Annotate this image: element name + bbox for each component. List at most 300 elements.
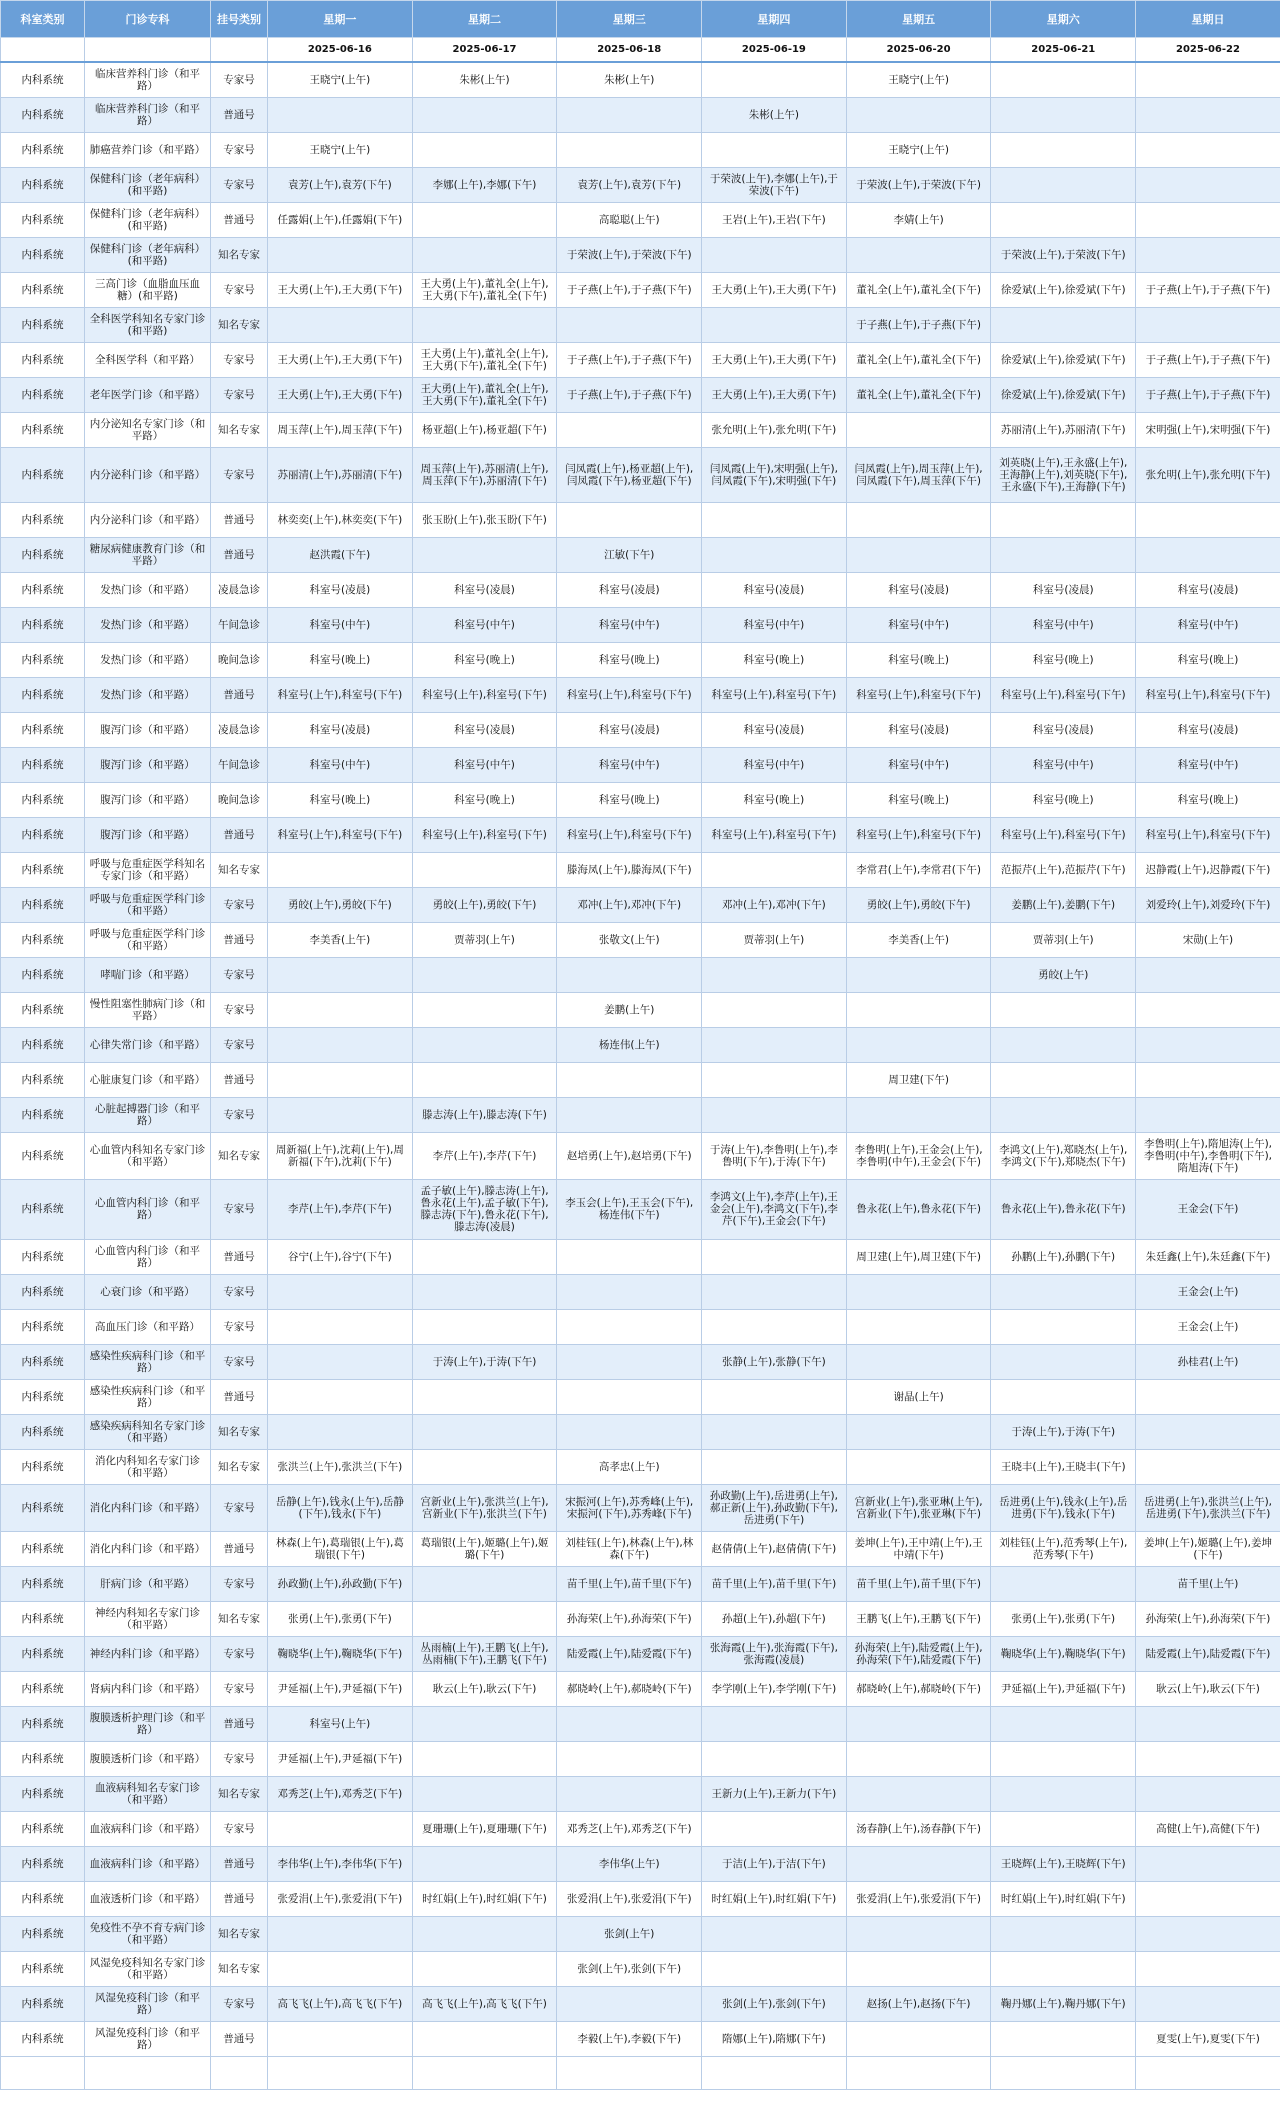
cell-sunday: 于子燕(上午),于子燕(下午) [1136,342,1280,377]
cell-wednesday [557,1239,702,1274]
cell-clinic: 临床营养科门诊（和平路） [85,97,211,132]
header-category: 科室类别 [1,1,85,38]
table-row [1,992,1280,1027]
cell-sunday: 科室号(中午) [1136,747,1280,782]
date-sunday: 2025-06-22 [1136,38,1280,63]
cell-wednesday: 郝晓岭(上午),郝晓岭(下午) [557,1671,702,1706]
cell-thursday: 孙政勤(上午),岳进勇(上午),郝正新(上午),孙政勤(下午),岳进勇(下午) [702,1484,847,1531]
cell-monday: 尹延福(上午),尹延福(下午) [268,1741,413,1776]
cell-monday: 谷宁(上午),谷宁(下午) [268,1239,413,1274]
cell-clinic: 呼吸与危重症医学科门诊（和平路） [85,887,211,922]
cell-category: 内科系统 [1,1097,85,1132]
cell-tuesday: 葛瑞银(上午),姬璐(上午),姬璐(下午) [412,1531,557,1566]
cell-clinic: 糖尿病健康教育门诊（和平路） [85,537,211,572]
cell-clinic: 保健科门诊（老年病科）(和平路) [85,167,211,202]
cell-thursday: 科室号(凌晨) [702,712,847,747]
cell-thursday [702,1706,847,1741]
cell-registration-type: 专家号 [211,167,268,202]
cell-category: 内科系统 [1,1776,85,1811]
header-thursday: 星期四 [702,1,847,38]
cell-category: 内科系统 [1,607,85,642]
cell-friday [846,1741,991,1776]
cell-monday: 邓秀芝(上午),邓秀芝(下午) [268,1776,413,1811]
cell-tuesday: 科室号(上午),科室号(下午) [412,677,557,712]
cell-sunday: 科室号(晚上) [1136,642,1280,677]
table-row [1,1344,1280,1379]
cell-registration-type: 专家号 [211,1566,268,1601]
cell-tuesday [412,1601,557,1636]
cell-tuesday: 丛雨楠(上午),王鹏飞(上午),丛雨楠(下午),王鹏飞(下午) [412,1636,557,1671]
empty-cell [412,2056,557,2089]
table-row [1,132,1280,167]
empty-cell [702,2056,847,2089]
cell-clinic: 心血管内科门诊（和平路） [85,1239,211,1274]
cell-wednesday: 高孝忠(上午) [557,1449,702,1484]
cell-registration-type: 专家号 [211,342,268,377]
cell-wednesday [557,1706,702,1741]
cell-category: 内科系统 [1,642,85,677]
table-row [1,1239,1280,1274]
cell-saturday [991,1811,1136,1846]
cell-thursday [702,1239,847,1274]
cell-tuesday: 耿云(上午),耿云(下午) [412,1671,557,1706]
header-registration-type: 挂号类别 [211,1,268,38]
cell-sunday [1136,1379,1280,1414]
cell-category: 内科系统 [1,992,85,1027]
cell-saturday: 王晓丰(上午),王晓丰(下午) [991,1449,1136,1484]
cell-category: 内科系统 [1,1274,85,1309]
table-row [1,782,1280,817]
cell-friday: 王鹏飞(上午),王鹏飞(下午) [846,1601,991,1636]
table-row [1,1531,1280,1566]
cell-thursday: 王大勇(上午),王大勇(下午) [702,377,847,412]
cell-registration-type: 普通号 [211,1239,268,1274]
cell-registration-type: 晚间急诊 [211,642,268,677]
cell-category: 内科系统 [1,237,85,272]
cell-category: 内科系统 [1,2021,85,2056]
cell-sunday: 陆爱霞(上午),陆爱霞(下午) [1136,1636,1280,1671]
cell-registration-type: 普通号 [211,2021,268,2056]
cell-tuesday: 高飞飞(上午),高飞飞(下午) [412,1986,557,2021]
cell-thursday [702,1027,847,1062]
cell-thursday [702,992,847,1027]
cell-thursday [702,1449,847,1484]
cell-registration-type: 知名专家 [211,1414,268,1449]
cell-friday [846,537,991,572]
cell-friday: 勇皎(上午),勇皎(下午) [846,887,991,922]
cell-monday: 李美香(上午) [268,922,413,957]
cell-tuesday [412,1846,557,1881]
cell-tuesday: 滕志涛(上午),滕志涛(下午) [412,1097,557,1132]
cell-wednesday [557,502,702,537]
cell-saturday [991,132,1136,167]
cell-clinic: 感染性疾病科门诊（和平路） [85,1344,211,1379]
cell-category: 内科系统 [1,1986,85,2021]
table-row [1,1379,1280,1414]
empty-cell [846,2056,991,2089]
cell-clinic: 发热门诊（和平路） [85,677,211,712]
cell-category: 内科系统 [1,887,85,922]
cell-saturday [991,1566,1136,1601]
cell-wednesday: 宋振河(上午),苏秀峰(上午),宋振河(下午),苏秀峰(下午) [557,1484,702,1531]
cell-thursday: 科室号(晚上) [702,642,847,677]
cell-tuesday [412,1706,557,1741]
cell-thursday [702,62,847,97]
table-row [1,1097,1280,1132]
cell-clinic: 血液病科门诊（和平路） [85,1846,211,1881]
table-row [1,1846,1280,1881]
cell-clinic: 血液病科门诊（和平路） [85,1811,211,1846]
cell-saturday: 鞠丹娜(上午),鞠丹娜(下午) [991,1986,1136,2021]
cell-wednesday: 江敏(下午) [557,537,702,572]
cell-thursday: 科室号(凌晨) [702,572,847,607]
cell-clinic: 发热门诊（和平路） [85,607,211,642]
cell-monday [268,957,413,992]
table-row [1,642,1280,677]
cell-registration-type: 知名专家 [211,1601,268,1636]
cell-thursday: 贾蒂羽(上午) [702,922,847,957]
cell-clinic: 腹泻门诊（和平路） [85,782,211,817]
cell-thursday [702,237,847,272]
cell-registration-type: 专家号 [211,1986,268,2021]
cell-sunday [1136,502,1280,537]
cell-clinic: 心血管内科门诊（和平路） [85,1179,211,1239]
cell-thursday: 张剑(上午),张剑(下午) [702,1986,847,2021]
cell-monday [268,237,413,272]
cell-wednesday: 孙海荣(上午),孙海荣(下午) [557,1601,702,1636]
table-row [1,677,1280,712]
cell-thursday: 苗千里(上午),苗千里(下午) [702,1566,847,1601]
cell-monday: 王大勇(上午),王大勇(下午) [268,342,413,377]
cell-monday [268,1274,413,1309]
cell-category: 内科系统 [1,447,85,502]
cell-wednesday: 科室号(凌晨) [557,712,702,747]
cell-saturday: 王晓辉(上午),王晓辉(下午) [991,1846,1136,1881]
header-saturday: 星期六 [991,1,1136,38]
cell-thursday: 张静(上午),张静(下午) [702,1344,847,1379]
cell-sunday: 于子燕(上午),于子燕(下午) [1136,272,1280,307]
cell-clinic: 腹泻门诊（和平路） [85,747,211,782]
cell-registration-type: 普通号 [211,922,268,957]
cell-registration-type: 专家号 [211,377,268,412]
cell-clinic: 消化内科知名专家门诊（和平路） [85,1449,211,1484]
cell-monday [268,992,413,1027]
cell-registration-type: 专家号 [211,992,268,1027]
cell-thursday [702,1811,847,1846]
cell-saturday: 贾蒂羽(上午) [991,922,1136,957]
table-row [1,572,1280,607]
cell-monday: 科室号(中午) [268,747,413,782]
cell-clinic: 消化内科门诊（和平路） [85,1531,211,1566]
cell-registration-type: 普通号 [211,817,268,852]
cell-registration-type: 凌晨急诊 [211,572,268,607]
cell-tuesday [412,307,557,342]
cell-clinic: 慢性阻塞性肺病门诊（和平路） [85,992,211,1027]
cell-clinic: 肺癌营养门诊（和平路） [85,132,211,167]
cell-category: 内科系统 [1,1741,85,1776]
cell-thursday [702,852,847,887]
cell-thursday: 李鸿文(上午),李芹(上午),王金会(上午),李鸿文(下午),李芹(下午),王金会(下午) [702,1179,847,1239]
table-row [1,1636,1280,1671]
cell-saturday [991,992,1136,1027]
cell-monday: 李芹(上午),李芹(下午) [268,1179,413,1239]
cell-monday: 尹延福(上午),尹延福(下午) [268,1671,413,1706]
cell-thursday: 赵倩倩(上午),赵倩倩(下午) [702,1531,847,1566]
cell-registration-type: 专家号 [211,62,268,97]
cell-thursday [702,1951,847,1986]
cell-wednesday: 于子燕(上午),于子燕(下午) [557,377,702,412]
cell-saturday: 科室号(中午) [991,747,1136,782]
cell-monday [268,1951,413,1986]
cell-clinic: 腹膜透析门诊（和平路） [85,1741,211,1776]
table-row [1,1671,1280,1706]
cell-saturday [991,1776,1136,1811]
cell-wednesday [557,1379,702,1414]
cell-registration-type: 专家号 [211,1811,268,1846]
cell-thursday [702,957,847,992]
cell-category: 内科系统 [1,1846,85,1881]
cell-registration-type: 晚间急诊 [211,782,268,817]
cell-friday [846,1916,991,1951]
cell-sunday: 孙海荣(上午),孙海荣(下午) [1136,1601,1280,1636]
cell-sunday: 孙桂君(上午) [1136,1344,1280,1379]
cell-saturday: 姜鹏(上午),姜鹏(下午) [991,887,1136,922]
cell-sunday [1136,1776,1280,1811]
cell-thursday: 科室号(上午),科室号(下午) [702,677,847,712]
cell-saturday: 科室号(凌晨) [991,712,1136,747]
cell-friday [846,1097,991,1132]
cell-clinic: 保健科门诊（老年病科）(和平路) [85,237,211,272]
cell-tuesday [412,1379,557,1414]
cell-sunday: 李鲁明(上午),隋旭涛(上午),李鲁明(中午),李鲁明(下午),隋旭涛(下午) [1136,1132,1280,1179]
table-row [1,1132,1280,1179]
date-blank [85,38,211,63]
cell-saturday [991,307,1136,342]
cell-monday: 岳静(上午),钱永(上午),岳静(下午),钱永(下午) [268,1484,413,1531]
cell-monday: 林奕奕(上午),林奕奕(下午) [268,502,413,537]
cell-wednesday: 张爱涓(上午),张爱涓(下午) [557,1881,702,1916]
cell-sunday: 岳进勇(上午),张洪兰(上午),岳进勇(下午),张洪兰(下午) [1136,1484,1280,1531]
cell-friday [846,1951,991,1986]
table-row [1,1566,1280,1601]
cell-friday: 孙海荣(上午),陆爱霞(上午),孙海荣(下午),陆爱霞(下午) [846,1636,991,1671]
cell-clinic: 呼吸与危重症医学科门诊（和平路） [85,922,211,957]
cell-wednesday [557,1414,702,1449]
cell-sunday [1136,1062,1280,1097]
cell-thursday: 科室号(晚上) [702,782,847,817]
cell-registration-type: 普通号 [211,97,268,132]
cell-category: 内科系统 [1,1449,85,1484]
table-row [1,1776,1280,1811]
cell-category: 内科系统 [1,1706,85,1741]
cell-registration-type: 午间急诊 [211,607,268,642]
cell-monday: 张洪兰(上午),张洪兰(下午) [268,1449,413,1484]
table-row [1,1274,1280,1309]
cell-friday [846,992,991,1027]
cell-wednesday [557,1986,702,2021]
date-friday: 2025-06-20 [846,38,991,63]
empty-cell [991,2056,1136,2089]
cell-registration-type: 专家号 [211,1636,268,1671]
cell-category: 内科系统 [1,922,85,957]
cell-tuesday: 科室号(中午) [412,607,557,642]
cell-thursday: 科室号(中午) [702,607,847,642]
table-row [1,537,1280,572]
cell-tuesday [412,237,557,272]
cell-monday [268,97,413,132]
cell-monday [268,1811,413,1846]
cell-monday: 鞠晓华(上午),鞠晓华(下午) [268,1636,413,1671]
cell-friday: 科室号(上午),科室号(下午) [846,677,991,712]
cell-registration-type: 普通号 [211,677,268,712]
cell-clinic: 临床营养科门诊（和平路） [85,62,211,97]
cell-registration-type: 午间急诊 [211,747,268,782]
table-row [1,202,1280,237]
empty-cell [1136,2056,1280,2089]
empty-cell [268,2056,413,2089]
cell-friday: 宫新业(上午),张亚琳(上午),宫新业(下午),张亚琳(下午) [846,1484,991,1531]
cell-category: 内科系统 [1,1132,85,1179]
cell-saturday [991,537,1136,572]
cell-wednesday [557,307,702,342]
cell-saturday [991,1706,1136,1741]
cell-registration-type: 知名专家 [211,1916,268,1951]
cell-tuesday [412,1062,557,1097]
cell-clinic: 高血压门诊（和平路） [85,1309,211,1344]
table-row [1,1449,1280,1484]
cell-wednesday: 姜鹏(上午) [557,992,702,1027]
cell-registration-type: 专家号 [211,1309,268,1344]
header-wednesday: 星期三 [557,1,702,38]
cell-clinic: 心脏康复门诊（和平路） [85,1062,211,1097]
cell-sunday: 科室号(晚上) [1136,782,1280,817]
cell-saturday: 苏丽清(上午),苏丽清(下午) [991,412,1136,447]
cell-friday: 科室号(中午) [846,607,991,642]
table-row [1,307,1280,342]
cell-registration-type: 知名专家 [211,1776,268,1811]
cell-wednesday [557,1274,702,1309]
cell-wednesday: 滕海凤(上午),滕海凤(下午) [557,852,702,887]
cell-friday: 科室号(晚上) [846,642,991,677]
empty-cell [85,2056,211,2089]
cell-tuesday [412,992,557,1027]
cell-wednesday: 李毅(上午),李毅(下午) [557,2021,702,2056]
cell-monday: 王晓宁(上午) [268,62,413,97]
cell-wednesday: 高聪聪(上午) [557,202,702,237]
cell-registration-type: 专家号 [211,1027,268,1062]
cell-saturday: 徐爱斌(上午),徐爱斌(下午) [991,272,1136,307]
cell-category: 内科系统 [1,1671,85,1706]
cell-monday: 任露娟(上午),任露娟(下午) [268,202,413,237]
cell-friday: 董礼全(上午),董礼全(下午) [846,342,991,377]
date-tuesday: 2025-06-17 [412,38,557,63]
cell-sunday [1136,167,1280,202]
cell-friday: 董礼全(上午),董礼全(下午) [846,272,991,307]
cell-tuesday: 勇皎(上午),勇皎(下午) [412,887,557,922]
header-monday: 星期一 [268,1,413,38]
cell-friday [846,502,991,537]
cell-saturday: 科室号(中午) [991,607,1136,642]
cell-saturday: 李鸿文(上午),郑晓杰(上午),李鸿文(下午),郑晓杰(下午) [991,1132,1136,1179]
cell-clinic: 免疫性不孕不育专病门诊（和平路） [85,1916,211,1951]
date-blank [211,38,268,63]
cell-sunday [1136,992,1280,1027]
cell-wednesday [557,1344,702,1379]
cell-friday: 赵扬(上午),赵扬(下午) [846,1986,991,2021]
cell-monday: 周玉萍(上午),周玉萍(下午) [268,412,413,447]
cell-clinic: 消化内科门诊（和平路） [85,1484,211,1531]
cell-friday: 科室号(上午),科室号(下午) [846,817,991,852]
cell-monday: 科室号(上午),科室号(下午) [268,677,413,712]
cell-thursday: 李学刚(上午),李学刚(下午) [702,1671,847,1706]
cell-saturday [991,1379,1136,1414]
cell-wednesday: 张剑(上午) [557,1916,702,1951]
cell-category: 内科系统 [1,1179,85,1239]
cell-friday [846,1274,991,1309]
cell-clinic: 风湿免疫科门诊（和平路） [85,2021,211,2056]
cell-tuesday: 杨亚超(上午),杨亚超(下午) [412,412,557,447]
cell-category: 内科系统 [1,712,85,747]
cell-thursday: 邓冲(上午),邓冲(下午) [702,887,847,922]
cell-category: 内科系统 [1,677,85,712]
cell-friday: 王晓宁(上午) [846,132,991,167]
cell-registration-type: 专家号 [211,1344,268,1379]
cell-tuesday: 科室号(凌晨) [412,712,557,747]
table-row [1,1179,1280,1239]
date-saturday: 2025-06-21 [991,38,1136,63]
cell-monday: 王大勇(上午),王大勇(下午) [268,377,413,412]
table-row [1,1986,1280,2021]
cell-registration-type: 专家号 [211,957,268,992]
cell-saturday: 孙鹏(上午),孙鹏(下午) [991,1239,1136,1274]
cell-friday [846,1027,991,1062]
cell-friday [846,2021,991,2056]
table-row [1,1027,1280,1062]
cell-registration-type: 知名专家 [211,412,268,447]
cell-saturday [991,1062,1136,1097]
cell-tuesday: 科室号(凌晨) [412,572,557,607]
cell-saturday: 徐爱斌(上午),徐爱斌(下午) [991,342,1136,377]
cell-clinic: 老年医学门诊（和平路） [85,377,211,412]
empty-cell [557,2056,702,2089]
cell-category: 内科系统 [1,412,85,447]
cell-friday: 王晓宁(上午) [846,62,991,97]
cell-wednesday [557,1776,702,1811]
cell-thursday [702,132,847,167]
cell-monday: 科室号(凌晨) [268,572,413,607]
cell-category: 内科系统 [1,817,85,852]
cell-clinic: 感染疾病科知名专家门诊（和平路） [85,1414,211,1449]
cell-monday: 科室号(上午),科室号(下午) [268,817,413,852]
cell-tuesday: 张玉盼(上午),张玉盼(下午) [412,502,557,537]
cell-sunday [1136,1449,1280,1484]
table-row [1,1601,1280,1636]
empty-cell [1,2056,85,2089]
cell-category: 内科系统 [1,502,85,537]
cell-clinic: 心脏起搏器门诊（和平路） [85,1097,211,1132]
cell-friday: 周卫建(下午) [846,1062,991,1097]
cell-friday: 鲁永花(上午),鲁永花(下午) [846,1179,991,1239]
cell-saturday [991,502,1136,537]
cell-friday: 张爱涓(上午),张爱涓(下午) [846,1881,991,1916]
cell-category: 内科系统 [1,307,85,342]
cell-category: 内科系统 [1,1027,85,1062]
cell-tuesday: 贾蒂羽(上午) [412,922,557,957]
cell-registration-type: 专家号 [211,1097,268,1132]
cell-tuesday [412,132,557,167]
table-row [1,1414,1280,1449]
cell-category: 内科系统 [1,572,85,607]
